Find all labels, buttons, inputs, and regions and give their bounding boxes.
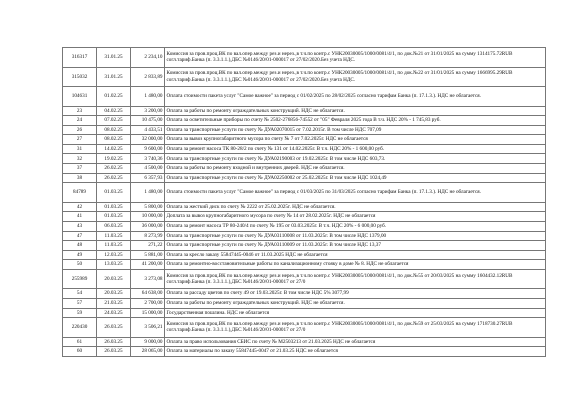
table-row	[63, 347, 546, 357]
amount-cell: 5 881,00	[131, 250, 165, 260]
doc-number-cell: 48	[63, 241, 97, 251]
doc-number-cell: 104631	[63, 87, 97, 107]
amount-cell: 1 480,00	[131, 183, 165, 203]
amount-cell: 36 000,00	[131, 221, 165, 231]
table-row	[63, 308, 546, 318]
table-row	[63, 154, 546, 164]
table-row	[63, 221, 546, 231]
table-row	[63, 289, 546, 299]
doc-number-cell: 220430	[63, 318, 97, 338]
description-cell: Оплата за транспортные услуги по счету № ДУА02250002 от 25.02.2025г. В том числе НДС 1024,49	[165, 173, 546, 183]
table-row	[63, 125, 546, 135]
amount-cell: 9 000,00	[131, 337, 165, 347]
doc-number-cell: 315032	[63, 67, 97, 87]
table-row	[63, 202, 546, 212]
date-cell: 26.03.25	[97, 337, 131, 347]
amount-cell: 3 273,08	[131, 269, 165, 289]
table-row	[63, 260, 546, 270]
description-cell: Комиссия за пров.проц.ВК по вал.опер.между рез.и нерез.,в т.ч.по контр.с УНК20030005/1000/0081/4/1, по док.№55 от 20/03/2025 на сумму 1604432.12RUB согл.тариф.Банка (п. 3.3.1.1.),ДБС №0146/20/01-000017 от 27/0	[165, 269, 546, 289]
description-cell: Оплата за осветительные приборы по счету № 2502-276856-74552 от "05" Февраля 2025 года В т.ч. НДС 20% - 1 745,83 руб.	[165, 116, 546, 126]
table-row	[63, 318, 546, 338]
doc-number-cell: 43	[63, 221, 97, 231]
date-cell: 26.03.25	[97, 347, 131, 357]
amount-cell: 271,22	[131, 241, 165, 251]
date-cell: 12.03.25	[97, 250, 131, 260]
description-cell: Оплата за ремонт насоса ТК 80-28/2 по счету № 131 от 14.02.2025г. В т.ч. НДС 20% - 1 600,00 руб.	[165, 144, 546, 154]
doc-number-cell: 24	[63, 116, 97, 126]
table-row	[63, 250, 546, 260]
date-cell: 31.01.25	[97, 48, 131, 68]
doc-number-cell: 49	[63, 250, 97, 260]
amount-cell: 9 600,00	[131, 144, 165, 154]
description-cell: Оплата за работы по ремонту входной и внутренних дверей. НДС не облагается.	[165, 164, 546, 174]
date-cell: 06.03.25	[97, 221, 131, 231]
date-cell: 20.03.25	[97, 269, 131, 289]
doc-number-cell: 60	[63, 347, 97, 357]
date-cell: 08.02.25	[97, 135, 131, 145]
description-cell: Оплата за ремонт насоса ТР 80-240/4 по счету № 195 от 03.03.2025г. В т.ч. НДС 20% - 6 000,00 руб.	[165, 221, 546, 231]
description-cell: Комиссия за пров.проц.ВК по вал.опер.между рез.и нерез.,в т.ч.по контр.с УНК20030005/1000/0081/4/1, по док.№59 от 25/03/2025 на сумму 1718730.27RUB согл.тариф.Банка (п. 3.3.1.1.),ДБС №0146/20/01-000017 от 27/0	[165, 318, 546, 338]
table-row	[63, 87, 546, 107]
payments-table	[62, 47, 546, 357]
amount-cell: 4 433,51	[131, 125, 165, 135]
amount-cell: 3 740,36	[131, 154, 165, 164]
amount-cell: 1 480,00	[131, 87, 165, 107]
description-cell: Оплата за транспортные услуги по счету № ДУА03110008 от 11.03.2025г. В том числе НДС 1379,00	[165, 231, 546, 241]
amount-cell: 28 065,00	[131, 347, 165, 357]
description-cell: Оплата за материалы по заказу 55847445-0047 от 21.03.25 НДС не облагается	[165, 347, 546, 357]
doc-number-cell: 38	[63, 173, 97, 183]
date-cell: 13.03.25	[97, 260, 131, 270]
date-cell: 01.02.25	[97, 87, 131, 107]
table-row	[63, 231, 546, 241]
table-row	[63, 144, 546, 154]
description-cell: Оплата за рассаду цветов по счету 49 от 19.03.2025г. В том числе НДС 5% 3077,99	[165, 289, 546, 299]
description-cell: Доплата за вывоз крупногабаритного мусора по счету № 14 от 28.02.2025г. НДС не облагается	[165, 212, 546, 222]
amount-cell: 6 357,93	[131, 173, 165, 183]
description-cell: Оплата за ремонтно-восстановительные работы по канализационному стояку в доме № 8. НДС не облагается	[165, 260, 546, 270]
doc-number-cell: 50	[63, 260, 97, 270]
amount-cell: 10 475,00	[131, 116, 165, 126]
table-row	[63, 116, 546, 126]
description-cell: Оплата за транспортные услуги по счету № ДУА02070015 от 7.02.2015г. В том числе НДС 707,09	[165, 125, 546, 135]
amount-cell: 2 833,89	[131, 67, 165, 87]
date-cell: 01.03.25	[97, 212, 131, 222]
description-cell: Комиссия за пров.проц.ВК по вал.опер.между рез.и нерез.,в т.ч.по контр.с УНК20030005/1000/0081/4/1, по док.№22 от 31/01/2025 на сумму 1666995.29RUB согл.тариф.Банка (п. 3.3.1.1.),ДБС №0146/20/01-000017 от 27/02/2020.Без учета НДС.	[165, 67, 546, 87]
description-cell: Оплата стоимости пакета услуг "Самое важное" за период с 01/02/2025 по 28/02/2025 согласно тарифам Банка (п. 17.1.3.). НДС не облагается.	[165, 87, 546, 107]
description-cell: Оплата стоимости пакета услуг "Самое важное" за период с 01/03/2025 по 31/03/2025 согласно тарифам Банка (п. 17.1.3.). НДС не облагается.	[165, 183, 546, 203]
doc-number-cell: 84789	[63, 183, 97, 203]
amount-cell: 64 638,00	[131, 289, 165, 299]
doc-number-cell: 61	[63, 337, 97, 347]
date-cell: 11.03.25	[97, 231, 131, 241]
amount-cell: 8 273,99	[131, 231, 165, 241]
description-cell: Оплата за работы по ремонту ограждательных конструкций. НДС не облагается.	[165, 299, 546, 309]
description-cell: Оплата за транспортные услуги по счету № ДУА03110009 от 11.03.2025г. В том числе НДС 13,37	[165, 241, 546, 251]
amount-cell: 32 000,00	[131, 135, 165, 145]
amount-cell: 15 000,00	[131, 308, 165, 318]
date-cell: 21.03.25	[97, 299, 131, 309]
doc-number-cell: 255989	[63, 269, 97, 289]
description-cell: Оплата за транспортные услуги по счету № ДУА02190003 от 19.02.2025г. В том числе НДС 603,73.	[165, 154, 546, 164]
table-row	[63, 48, 546, 68]
doc-number-cell: 42	[63, 202, 97, 212]
doc-number-cell: 47	[63, 231, 97, 241]
table-row	[63, 164, 546, 174]
amount-cell: 3 506,21	[131, 318, 165, 338]
doc-number-cell: 54	[63, 289, 97, 299]
date-cell: 31.01.25	[97, 67, 131, 87]
table-row	[63, 106, 546, 116]
date-cell: 04.02.25	[97, 106, 131, 116]
date-cell: 19.02.25	[97, 154, 131, 164]
table-row	[63, 337, 546, 347]
amount-cell: 2 700,00	[131, 299, 165, 309]
date-cell: 07.02.25	[97, 116, 131, 126]
date-cell: 20.03.25	[97, 289, 131, 299]
description-cell: Оплата за право использования СБИС по счету № М2503213 от 21.03.2025 НДС не облагается	[165, 337, 546, 347]
doc-number-cell: 41	[63, 212, 97, 222]
table-row	[63, 173, 546, 183]
description-cell: Оплата за жесткий диск по счету № 2222 от 25.02.2025г. НДС не облагается.	[165, 202, 546, 212]
doc-number-cell: 37	[63, 164, 97, 174]
date-cell: 26.03.25	[97, 318, 131, 338]
doc-number-cell: 316317	[63, 48, 97, 68]
description-cell: Государственная пошлина. НДС не облагается	[165, 308, 546, 318]
date-cell: 24.03.25	[97, 308, 131, 318]
amount-cell: 5 800,00	[131, 202, 165, 212]
description-cell: Оплата за кресло заказу 55847445-0046 от 11.03.2025 НДС не облагается	[165, 250, 546, 260]
amount-cell: 2 234,10	[131, 48, 165, 68]
description-cell: Комиссия за пров.проц.ВК по вал.опер.между рез.и нерез.,в т.ч.по контр.с УНК20030005/1000/0081/4/1, по док.№21 от 31/01/2025 на сумму 1314175.72RUB согл.тариф.Банка (п. 3.3.1.1.),ДБС №0146/20/01-000017 от 27/02/2020.Без учета НДС.	[165, 48, 546, 68]
amount-cell: 10 000,00	[131, 212, 165, 222]
amount-cell: 4 500,00	[131, 164, 165, 174]
doc-number-cell: 59	[63, 308, 97, 318]
doc-number-cell: 23	[63, 106, 97, 116]
date-cell: 26.02.25	[97, 173, 131, 183]
table-row	[63, 183, 546, 203]
date-cell: 14.02.25	[97, 144, 131, 154]
table-row	[63, 135, 546, 145]
description-cell: Оплата за вывоз крупногабаритного мусора по счету № 7 от 7.02.2025г. НДС не облагается	[165, 135, 546, 145]
amount-cell: 41 200,00	[131, 260, 165, 270]
doc-number-cell: 32	[63, 154, 97, 164]
date-cell: 01.03.25	[97, 183, 131, 203]
table-row	[63, 269, 546, 289]
doc-number-cell: 27	[63, 135, 97, 145]
payments-table-body	[63, 48, 546, 357]
doc-number-cell: 57	[63, 299, 97, 309]
date-cell: 26.02.25	[97, 164, 131, 174]
date-cell: 08.02.25	[97, 125, 131, 135]
table-row	[63, 67, 546, 87]
doc-number-cell: 26	[63, 125, 97, 135]
table-row	[63, 212, 546, 222]
date-cell: 01.03.25	[97, 202, 131, 212]
description-cell: Оплата за работы по ремонту ограждательных конструкций. НДС не облагается.	[165, 106, 546, 116]
table-row	[63, 299, 546, 309]
doc-number-cell: 31	[63, 144, 97, 154]
amount-cell: 3 200,00	[131, 106, 165, 116]
table-row	[63, 241, 546, 251]
date-cell: 11.03.25	[97, 241, 131, 251]
